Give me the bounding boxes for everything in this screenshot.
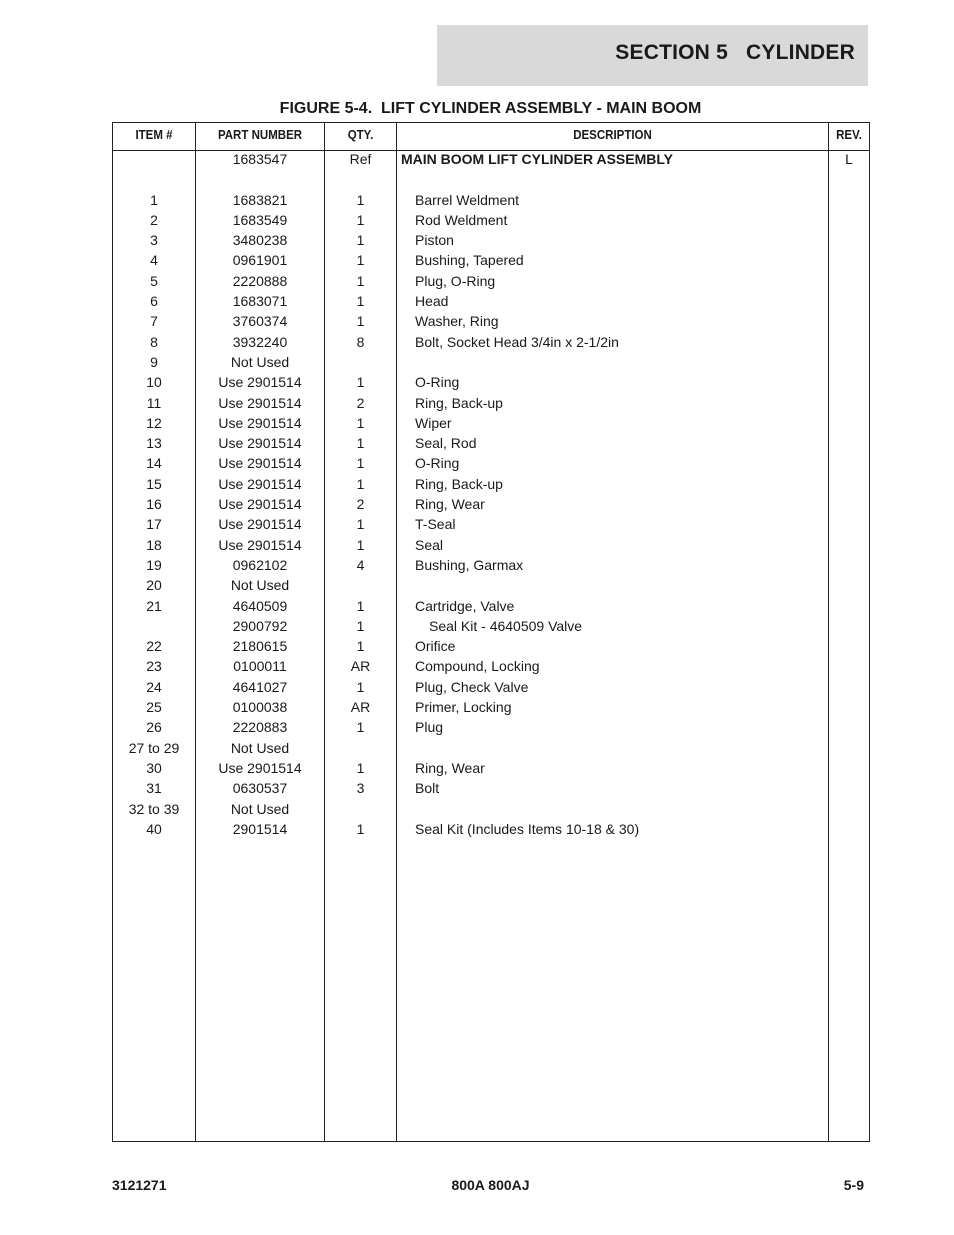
quantity-cell: 1	[356, 475, 365, 492]
section-title: SECTION 5 CYLINDER	[615, 41, 855, 64]
description-cell: Primer, Locking	[415, 699, 512, 716]
table-row	[113, 819, 869, 839]
item-number-cell: 16	[146, 496, 162, 513]
description-cell: Barrel Weldment	[415, 191, 520, 208]
item-number-cell: 14	[146, 455, 162, 472]
revision-cell: L	[845, 151, 853, 167]
description-cell: Seal, Rod	[415, 435, 477, 452]
description-cell: MAIN BOOM LIFT CYLINDER ASSEMBLY	[401, 151, 673, 167]
figure-title: FIGURE 5-4. LIFT CYLINDER ASSEMBLY - MAIN BOOM	[279, 100, 702, 117]
column-header-rev: REV.	[836, 128, 862, 142]
item-number-cell: 27 to 29	[128, 739, 180, 756]
table-row	[113, 230, 869, 250]
table-row	[113, 250, 869, 270]
item-number-cell: 20	[146, 577, 162, 594]
footer-publication-number: 3121271	[112, 1177, 167, 1193]
description-cell: Seal	[415, 536, 444, 553]
description-cell: Ring, Back-up	[415, 394, 503, 411]
part-number-cell: 1683549	[232, 211, 288, 228]
description-cell: Cartridge, Valve	[415, 597, 515, 614]
parts-table	[112, 122, 870, 1142]
table-row	[113, 372, 869, 392]
item-number-cell: 5	[150, 272, 158, 289]
item-number-cell: 7	[150, 313, 158, 330]
table-row	[113, 494, 869, 514]
part-number-cell: Use 2901514	[218, 435, 302, 452]
column-header-item: ITEM #	[135, 128, 173, 142]
part-number-cell: 0630537	[232, 780, 288, 797]
table-row	[113, 535, 869, 555]
item-number-cell: 21	[146, 597, 162, 614]
quantity-cell: 1	[356, 211, 365, 228]
item-number-cell: 10	[146, 374, 162, 391]
part-number-cell: 3932240	[232, 333, 288, 350]
quantity-cell: 1	[356, 455, 365, 472]
item-number-cell: 4	[150, 252, 158, 269]
part-number-cell: 1683071	[232, 293, 288, 310]
column-header-qty: QTY.	[347, 128, 374, 142]
table-row	[113, 210, 869, 230]
quantity-cell: Ref	[349, 151, 372, 167]
table-row	[113, 656, 869, 676]
table-row	[113, 677, 869, 697]
quantity-cell: 1	[356, 638, 365, 655]
quantity-cell: 4	[356, 556, 365, 573]
description-cell: Seal Kit - 4640509 Valve	[429, 617, 583, 634]
part-number-cell: Use 2901514	[218, 414, 302, 431]
table-row	[113, 433, 869, 453]
quantity-cell: 1	[356, 597, 365, 614]
table-row	[113, 514, 869, 534]
quantity-cell: 1	[356, 516, 365, 533]
table-row	[113, 311, 869, 331]
quantity-cell: 1	[356, 313, 365, 330]
section-header-band	[437, 25, 868, 86]
table-row	[113, 778, 869, 798]
item-number-cell: 1	[150, 191, 158, 208]
item-number-cell: 2	[150, 211, 158, 228]
description-cell: Ring, Wear	[415, 759, 485, 776]
quantity-cell: 1	[356, 759, 365, 776]
item-number-cell: 31	[146, 780, 162, 797]
table-row	[113, 596, 869, 616]
description-cell: Piston	[415, 232, 454, 249]
table-row	[113, 474, 869, 494]
item-number-cell: 18	[146, 536, 162, 553]
quantity-cell: 1	[356, 820, 365, 837]
part-number-cell: Use 2901514	[218, 516, 302, 533]
table-row	[113, 738, 869, 758]
item-number-cell: 9	[150, 353, 158, 370]
table-row	[113, 352, 869, 372]
description-cell: Wiper	[415, 414, 452, 431]
item-number-cell: 30	[146, 759, 162, 776]
table-row	[113, 555, 869, 575]
table-row	[113, 636, 869, 656]
description-cell: O-Ring	[415, 455, 460, 472]
table-row	[113, 717, 869, 737]
part-number-cell: 2220888	[232, 272, 288, 289]
column-header-part-number: PART NUMBER	[217, 128, 303, 142]
table-row	[113, 169, 869, 189]
part-number-cell: 4640509	[232, 597, 288, 614]
description-cell: Orifice	[415, 638, 456, 655]
description-cell: Bolt, Socket Head 3/4in x 2-1/2in	[415, 333, 619, 350]
part-number-cell: Not Used	[230, 353, 290, 370]
part-number-cell: Use 2901514	[218, 455, 302, 472]
part-number-cell: 1683547	[232, 151, 288, 167]
table-row	[113, 393, 869, 413]
table-row	[113, 453, 869, 473]
item-number-cell: 19	[146, 556, 162, 573]
description-cell: Bolt	[415, 780, 440, 797]
part-number-cell: Not Used	[230, 800, 290, 817]
description-cell: Plug, Check Valve	[415, 678, 529, 695]
item-number-cell: 23	[146, 658, 162, 675]
quantity-cell: 1	[356, 617, 365, 634]
quantity-cell: 1	[356, 536, 365, 553]
part-number-cell: Use 2901514	[218, 759, 302, 776]
description-cell: Washer, Ring	[415, 313, 499, 330]
quantity-cell: 1	[356, 435, 365, 452]
part-number-cell: Use 2901514	[218, 496, 302, 513]
description-cell: Seal Kit (Includes Items 10-18 & 30)	[415, 820, 640, 837]
table-row	[113, 799, 869, 819]
table-row	[113, 575, 869, 595]
quantity-cell: 2	[356, 394, 365, 411]
description-cell: Head	[415, 293, 449, 310]
part-number-cell: Not Used	[230, 577, 290, 594]
quantity-cell: 1	[356, 374, 365, 391]
part-number-cell: 2220883	[232, 719, 288, 736]
description-cell: O-Ring	[415, 374, 460, 391]
table-row	[113, 332, 869, 352]
item-number-cell: 40	[146, 820, 162, 837]
description-cell: Bushing, Tapered	[415, 252, 524, 269]
table-row	[113, 149, 869, 169]
part-number-cell: Use 2901514	[218, 475, 302, 492]
part-number-cell: 2180615	[232, 638, 288, 655]
part-number-cell: 0100038	[232, 699, 288, 716]
part-number-cell: 2901514	[232, 820, 288, 837]
description-cell: Ring, Wear	[415, 496, 485, 513]
table-row	[113, 616, 869, 636]
item-number-cell: 6	[150, 293, 158, 310]
quantity-cell: 3	[356, 780, 365, 797]
quantity-cell: 8	[356, 333, 365, 350]
quantity-cell: 2	[356, 496, 365, 513]
item-number-cell: 32 to 39	[128, 800, 180, 817]
item-number-cell: 13	[146, 435, 162, 452]
description-cell: Compound, Locking	[415, 658, 540, 675]
part-number-cell: Use 2901514	[218, 536, 302, 553]
table-row	[113, 190, 869, 210]
item-number-cell: 26	[146, 719, 162, 736]
quantity-cell: 1	[356, 719, 365, 736]
quantity-cell: AR	[350, 699, 371, 716]
table-row	[113, 271, 869, 291]
part-number-cell: 1683821	[232, 191, 288, 208]
part-number-cell: 3760374	[232, 313, 288, 330]
quantity-cell: 1	[356, 252, 365, 269]
quantity-cell: 1	[356, 191, 365, 208]
description-cell: Rod Weldment	[415, 211, 508, 228]
description-cell: T-Seal	[415, 516, 456, 533]
footer-page-number: 5-9	[843, 1177, 864, 1193]
part-number-cell: 3480238	[232, 232, 288, 249]
item-number-cell: 15	[146, 475, 162, 492]
description-cell: Plug, O-Ring	[415, 272, 496, 289]
part-number-cell: Use 2901514	[218, 394, 302, 411]
part-number-cell: Not Used	[230, 739, 290, 756]
part-number-cell: 0962102	[232, 556, 288, 573]
quantity-cell: 1	[356, 232, 365, 249]
footer-model: 800A 800AJ	[451, 1177, 530, 1193]
item-number-cell: 8	[150, 333, 158, 350]
part-number-cell: 2900792	[232, 617, 288, 634]
table-row	[113, 697, 869, 717]
table-row	[113, 291, 869, 311]
item-number-cell: 12	[146, 414, 162, 431]
quantity-cell: AR	[350, 658, 371, 675]
table-row	[113, 413, 869, 433]
quantity-cell: 1	[356, 293, 365, 310]
table-body	[113, 149, 869, 839]
quantity-cell: 1	[356, 272, 365, 289]
quantity-cell: 1	[356, 678, 365, 695]
part-number-cell: Use 2901514	[218, 374, 302, 391]
item-number-cell: 11	[146, 394, 162, 411]
item-number-cell: 24	[146, 678, 162, 695]
part-number-cell: 0100011	[233, 658, 287, 675]
item-number-cell: 3	[150, 232, 158, 249]
description-cell: Ring, Back-up	[415, 475, 503, 492]
column-header-description: DESCRIPTION	[573, 128, 652, 142]
part-number-cell: 0961901	[232, 252, 288, 269]
item-number-cell: 17	[146, 516, 162, 533]
item-number-cell: 25	[146, 699, 162, 716]
description-cell: Bushing, Garmax	[415, 556, 524, 573]
description-cell: Plug	[415, 719, 444, 736]
quantity-cell: 1	[356, 414, 365, 431]
part-number-cell: 4641027	[232, 678, 288, 695]
table-row	[113, 758, 869, 778]
item-number-cell: 22	[146, 638, 162, 655]
